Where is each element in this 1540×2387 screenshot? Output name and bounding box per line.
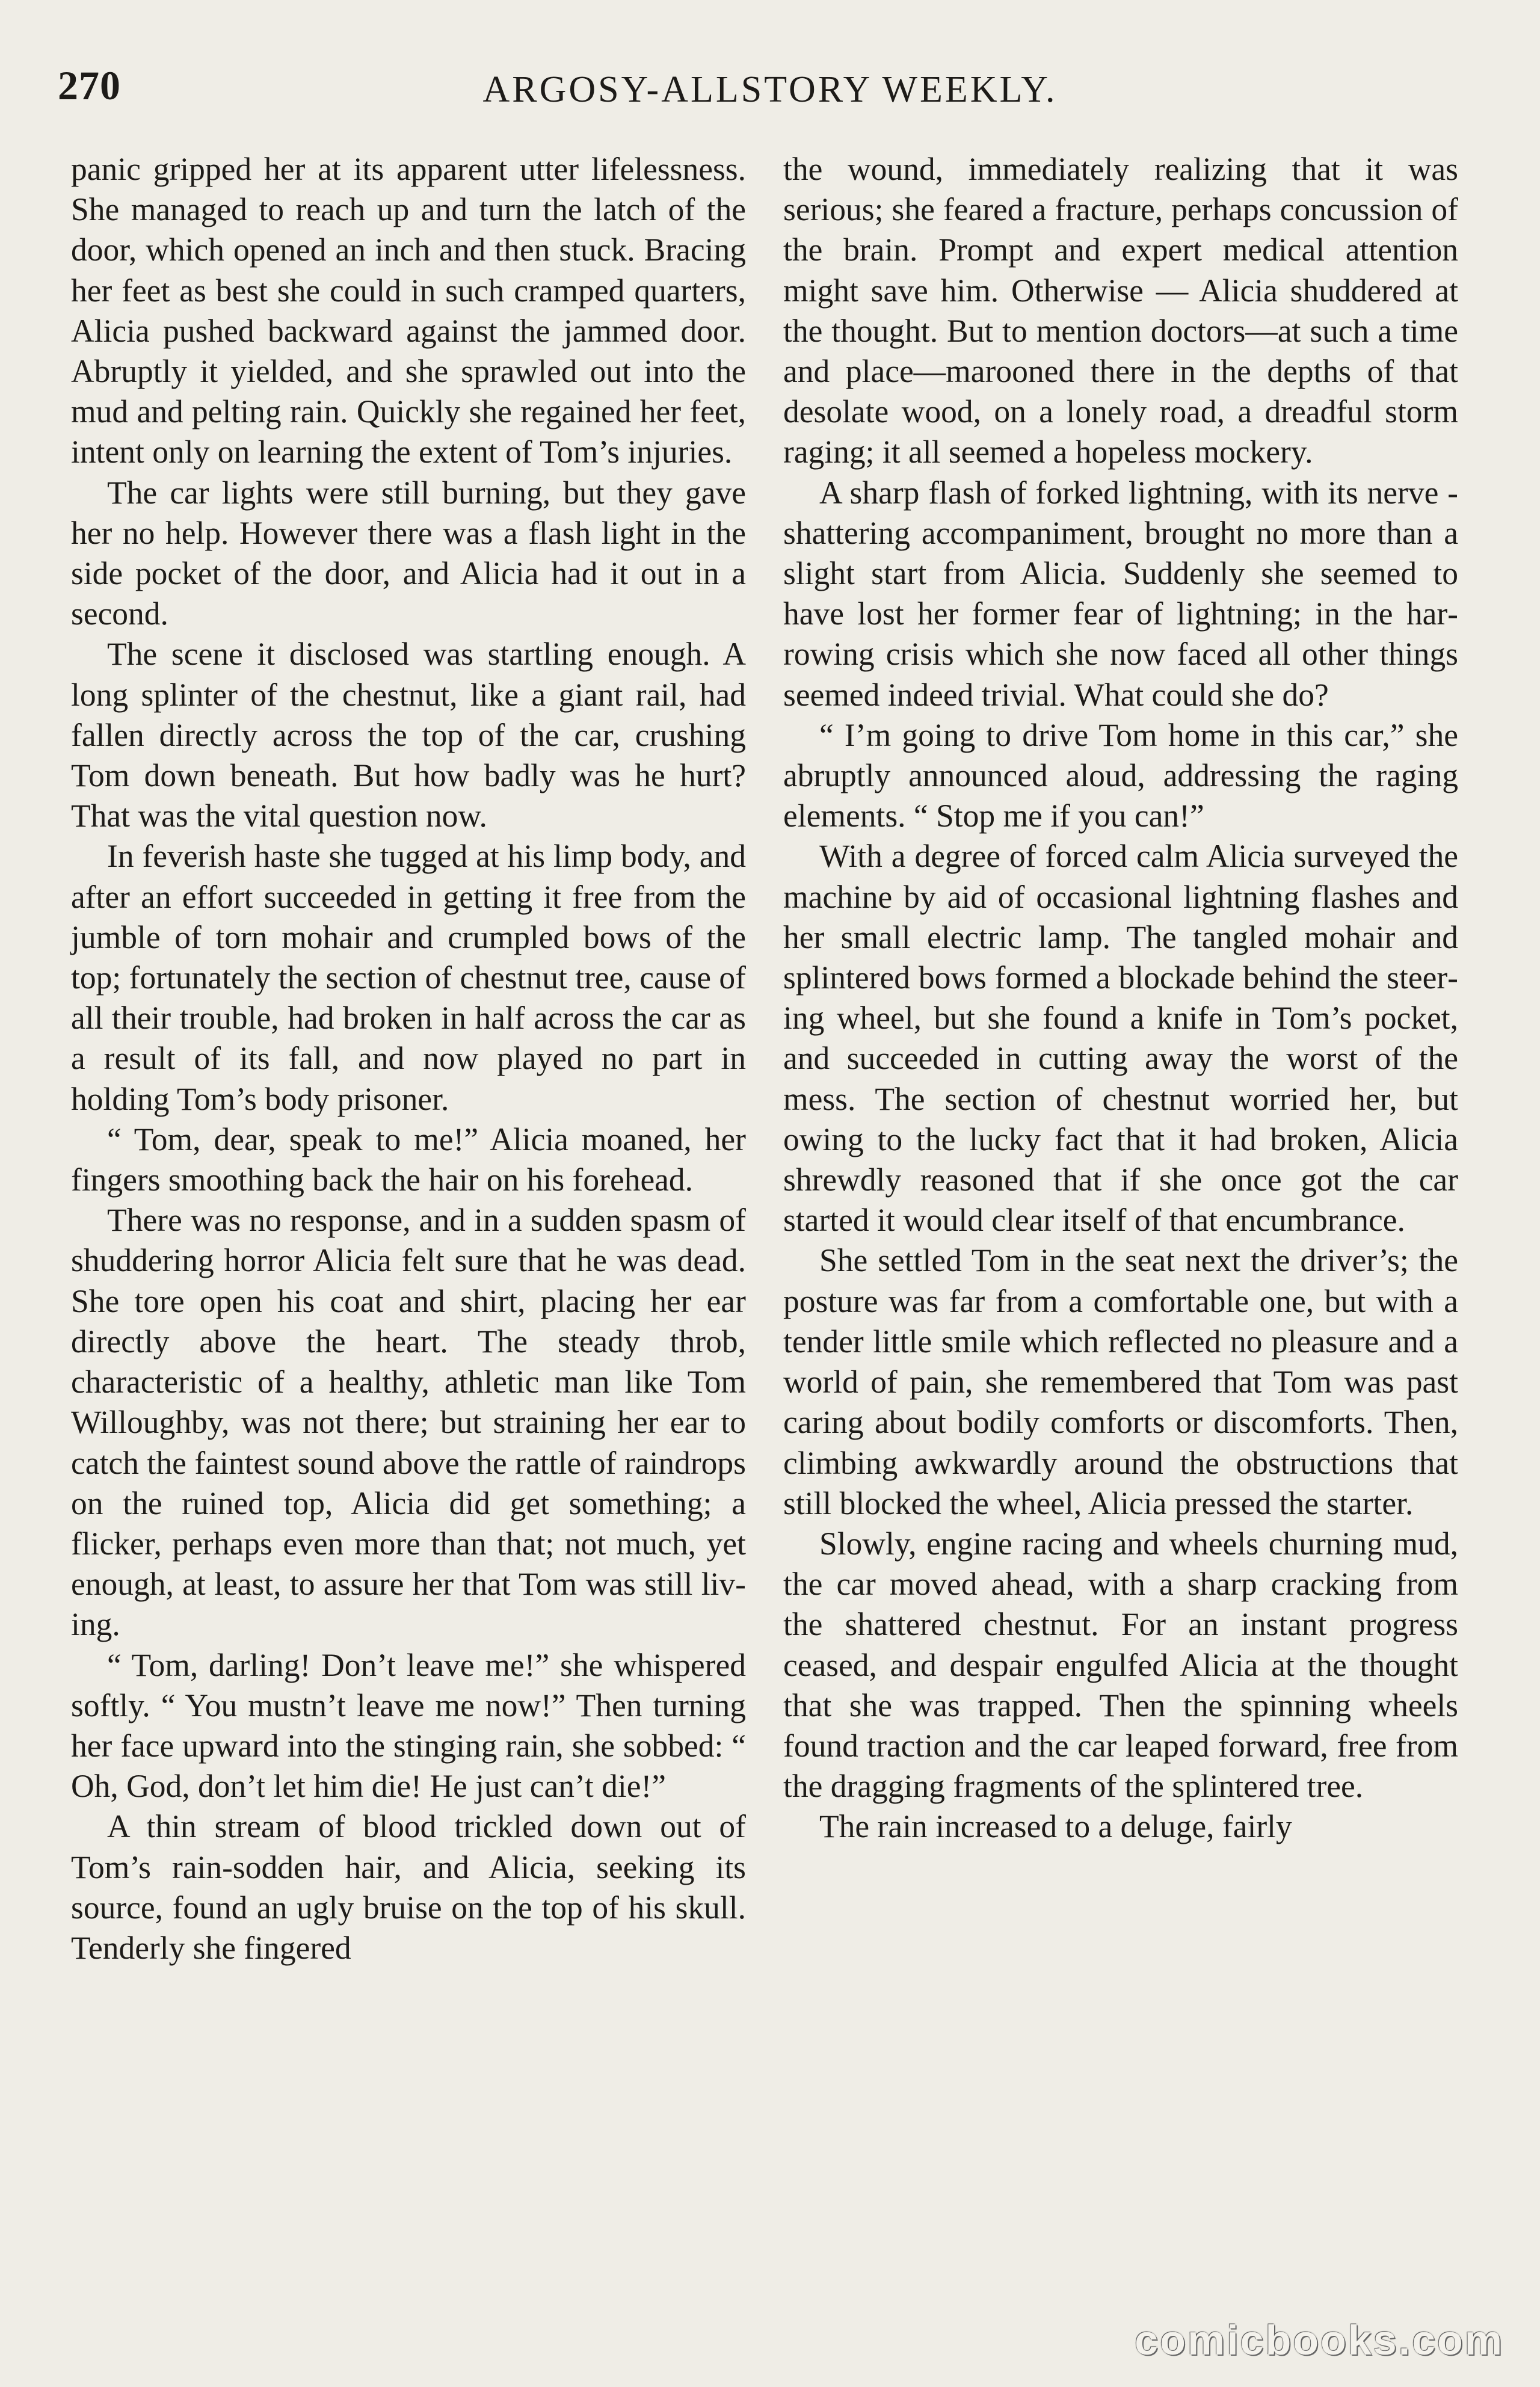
paragraph: With a degree of forced calm Alicia surveyed the machine by aid of occasional lightning flashes and her small electric lamp. The tangled mohair and splintered bows formed a blockade behind the steering wheel, but she found a knife in Tom’s pocket, and succeeded in cutting away the worst of the mess. The section of chestnut worried her, but owing to the lucky fact that it had broken, Alicia shrewdly reasoned that if she once got the car started it would clear itself of that encumbrance.: [783, 838, 1458, 1239]
page-number: 270: [58, 63, 121, 108]
paragraph: There was no response, and in a sudden spasm of shuddering horror Alicia felt sure that he was dead. She tore open his coat and shirt, placing her ear directly above the heart. The steady throb, characteristic of a healthy, athletic man like Tom Willoughby, was not there; but straining her ear to catch the faintest sound above the rattle of raindrops on the ruined top, Alicia did get something; a flicker, perhaps even more than that; not much, yet enough, at least, to assure her that Tom was still living.: [71, 1202, 746, 1643]
paragraph: Slowly, engine racing and wheels churning mud, the car moved ahead, with a sharp cracking from the shattered chestnut. For an instant progress ceased, and despair engulfed Alicia at the thought that she was trapped. Then the spinning wheels found traction and the car leaped forward, free from the dragging fragments of the splintered tree.: [783, 1525, 1458, 1805]
paragraph: “ I’m going to drive Tom home in this car,” she abruptly announced aloud, addressing the raging elements. “ Stop me if you can!”: [783, 716, 1458, 834]
paragraph: A sharp flash of forked lightning, with its nerve - shattering accompaniment, brought no more than a slight start from Alicia. Suddenly she seemed to have lost her former fear of lightning; in the harrowing crisis which she now faced all other things seemed indeed trivial. What could she do?: [783, 474, 1458, 713]
paragraph: “ Tom, darling! Don’t leave me!” she whispered softly. “ You mustn’t leave me now!” Then turning her face upward into the stinging rain, she sobbed: “ Oh, God, don’t let him die! He just can’t die!”: [71, 1646, 746, 1805]
running-head: ARGOSY-ALLSTORY WEEKLY.: [482, 69, 1058, 110]
paragraph: A thin stream of blood trickled down out of Tom’s rain-sodden hair, and Alicia, seeking its source, found an ugly bruise on the top of his skull. Tenderly she fingered: [71, 1808, 746, 1966]
paragraph: panic gripped her at its apparent utter lifelessness. She managed to reach up and turn the latch of the door, which opened an inch and then stuck. Bracing her feet as best she could in such cramped quarters, Alicia pushed backward against the jammed door. Abruptly it yielded, and she sprawled out into the mud and pelting rain. Quickly she regained her feet, intent only on learning the extent of Tom’s injuries.: [71, 151, 746, 470]
paragraph: The car lights were still burning, but they gave her no help. However there was a flash light in the side pocket of the door, and Alicia had it out in a second.: [71, 474, 746, 632]
watermark-logo: comicbooks.com: [1135, 2317, 1504, 2364]
paragraph: The scene it disclosed was startling enough. A long splinter of the chestnut, like a giant rail, had fallen directly across the top of the car, crushing Tom down beneath. But how badly was he hurt? That was the vital question now.: [71, 636, 746, 834]
right-column: [783, 149, 1458, 1847]
paragraph: “ Tom, dear, speak to me!” Alicia moaned, her fingers smoothing back the hair on his forehead.: [71, 1121, 746, 1198]
paragraph: The rain increased to a deluge, fairly: [819, 1808, 1292, 1845]
left-column: [71, 149, 746, 1968]
paragraph: She settled Tom in the seat next the driver’s; the posture was far from a comfortable one, but with a tender little smile which reflected no pleasure and a world of pain, she remembered that Tom was past caring about bodily comforts or discomforts. Then, climbing awkwardly around the obstructions that still blocked the wheel, Alicia pressed the starter.: [783, 1242, 1458, 1521]
paragraph: the wound, immediately realizing that it was serious; she feared a fracture, perhaps concussion of the brain. Prompt and expert medical attention might save him. Otherwise — Alicia shuddered at the thought. But to mention doctors—at such a time and place—marooned there in the depths of that desolate wood, on a lonely road, a dreadful storm raging; it all seemed a hopeless mockery.: [783, 151, 1458, 470]
paragraph: In feverish haste she tugged at his limp body, and after an effort succeeded in getting it free from the jumble of torn mohair and crumpled bows of the top; fortunately the section of chestnut tree, cause of all their trouble, had broken in half across the car as a result of its fall, and now played no part in holding Tom’s body prisoner.: [71, 838, 746, 1117]
